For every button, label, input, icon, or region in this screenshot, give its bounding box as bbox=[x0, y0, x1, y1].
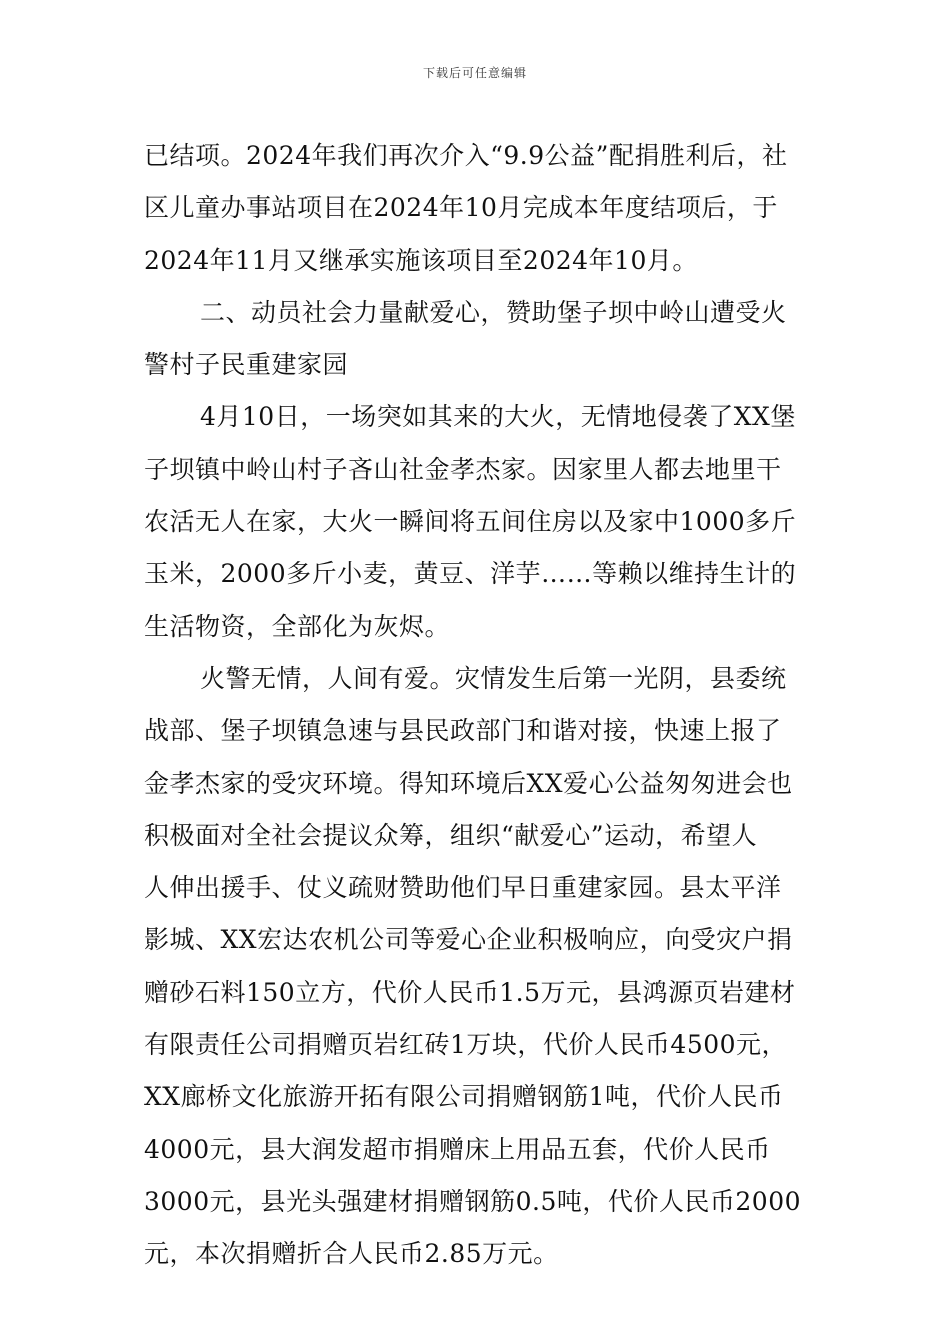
text-line: 生活物资，全部化为灰烬。 bbox=[144, 611, 451, 641]
text-line: 战部、堡子坝镇急速与县民政部门和谐对接，快速上报了 bbox=[144, 716, 782, 746]
text-line: 2024年11月又继承实施该项目至2024年10月。 bbox=[144, 245, 698, 275]
text-line: XX廊桥文化旅游开拓有限公司捐赠钢筋1吨，代价人民币 bbox=[144, 1082, 784, 1112]
text-line: 农活无人在家，大火一瞬间将五间住房以及家中1000多斤 bbox=[144, 507, 797, 537]
page-header: 下载后可任意编辑 bbox=[422, 66, 527, 80]
text-line: 火警无情，人间有爱。灾情发生后第一光阴，县委统 bbox=[200, 663, 787, 693]
text-line: 4月10日，一场突如其来的大火，无情地侵袭了XX堡 bbox=[200, 402, 796, 432]
text-line: 区儿童办事站项目在2024年10月完成本年度结项后，于 bbox=[144, 193, 778, 223]
text-line: 玉米，2000多斤小麦，黄豆、洋芋……等赖以维持生计的 bbox=[144, 559, 797, 589]
text-line: 元，本次捐赠折合人民币2.85万元。 bbox=[144, 1239, 559, 1269]
text-line: 影城、XX宏达农机公司等爱心企业积极响应，向受灾户捐 bbox=[144, 925, 793, 955]
text-line: 已结项。2024年我们再次介入“9.9公益”配捐胜利后，社 bbox=[144, 141, 788, 170]
text-line: 子坝镇中岭山村子吝山社金孝杰家。因家里人都去地里干 bbox=[144, 454, 782, 484]
section-heading-line: 二、动员社会力量献爱心，赞助堡子坝中岭山遭受火 bbox=[200, 297, 787, 327]
document-body bbox=[144, 130, 814, 1281]
text-line: 3000元，县光头强建材捐赠钢筋0.5吨，代价人民币2000 bbox=[144, 1186, 802, 1216]
text-line: 金孝杰家的受灾环境。得知环境后XX爱心公益匆匆进会也 bbox=[144, 768, 793, 798]
section-heading-line: 警村子民重建家园 bbox=[144, 350, 349, 380]
text-line: 4000元，县大润发超市捐赠床上用品五套，代价人民币 bbox=[144, 1134, 771, 1164]
text-line: 有限责任公司捐赠页岩红砖1万块，代价人民币4500元， bbox=[144, 1030, 788, 1060]
text-line: 人伸出援手、仗义疏财赞助他们早日重建家园。县太平洋 bbox=[144, 873, 782, 903]
text-line: 积极面对全社会提议众筹，组织“献爱心”运动，希望人 bbox=[144, 820, 758, 850]
text-line: 赠砂石料150立方，代价人民币1.5万元，县鸿源页岩建材 bbox=[144, 977, 796, 1007]
